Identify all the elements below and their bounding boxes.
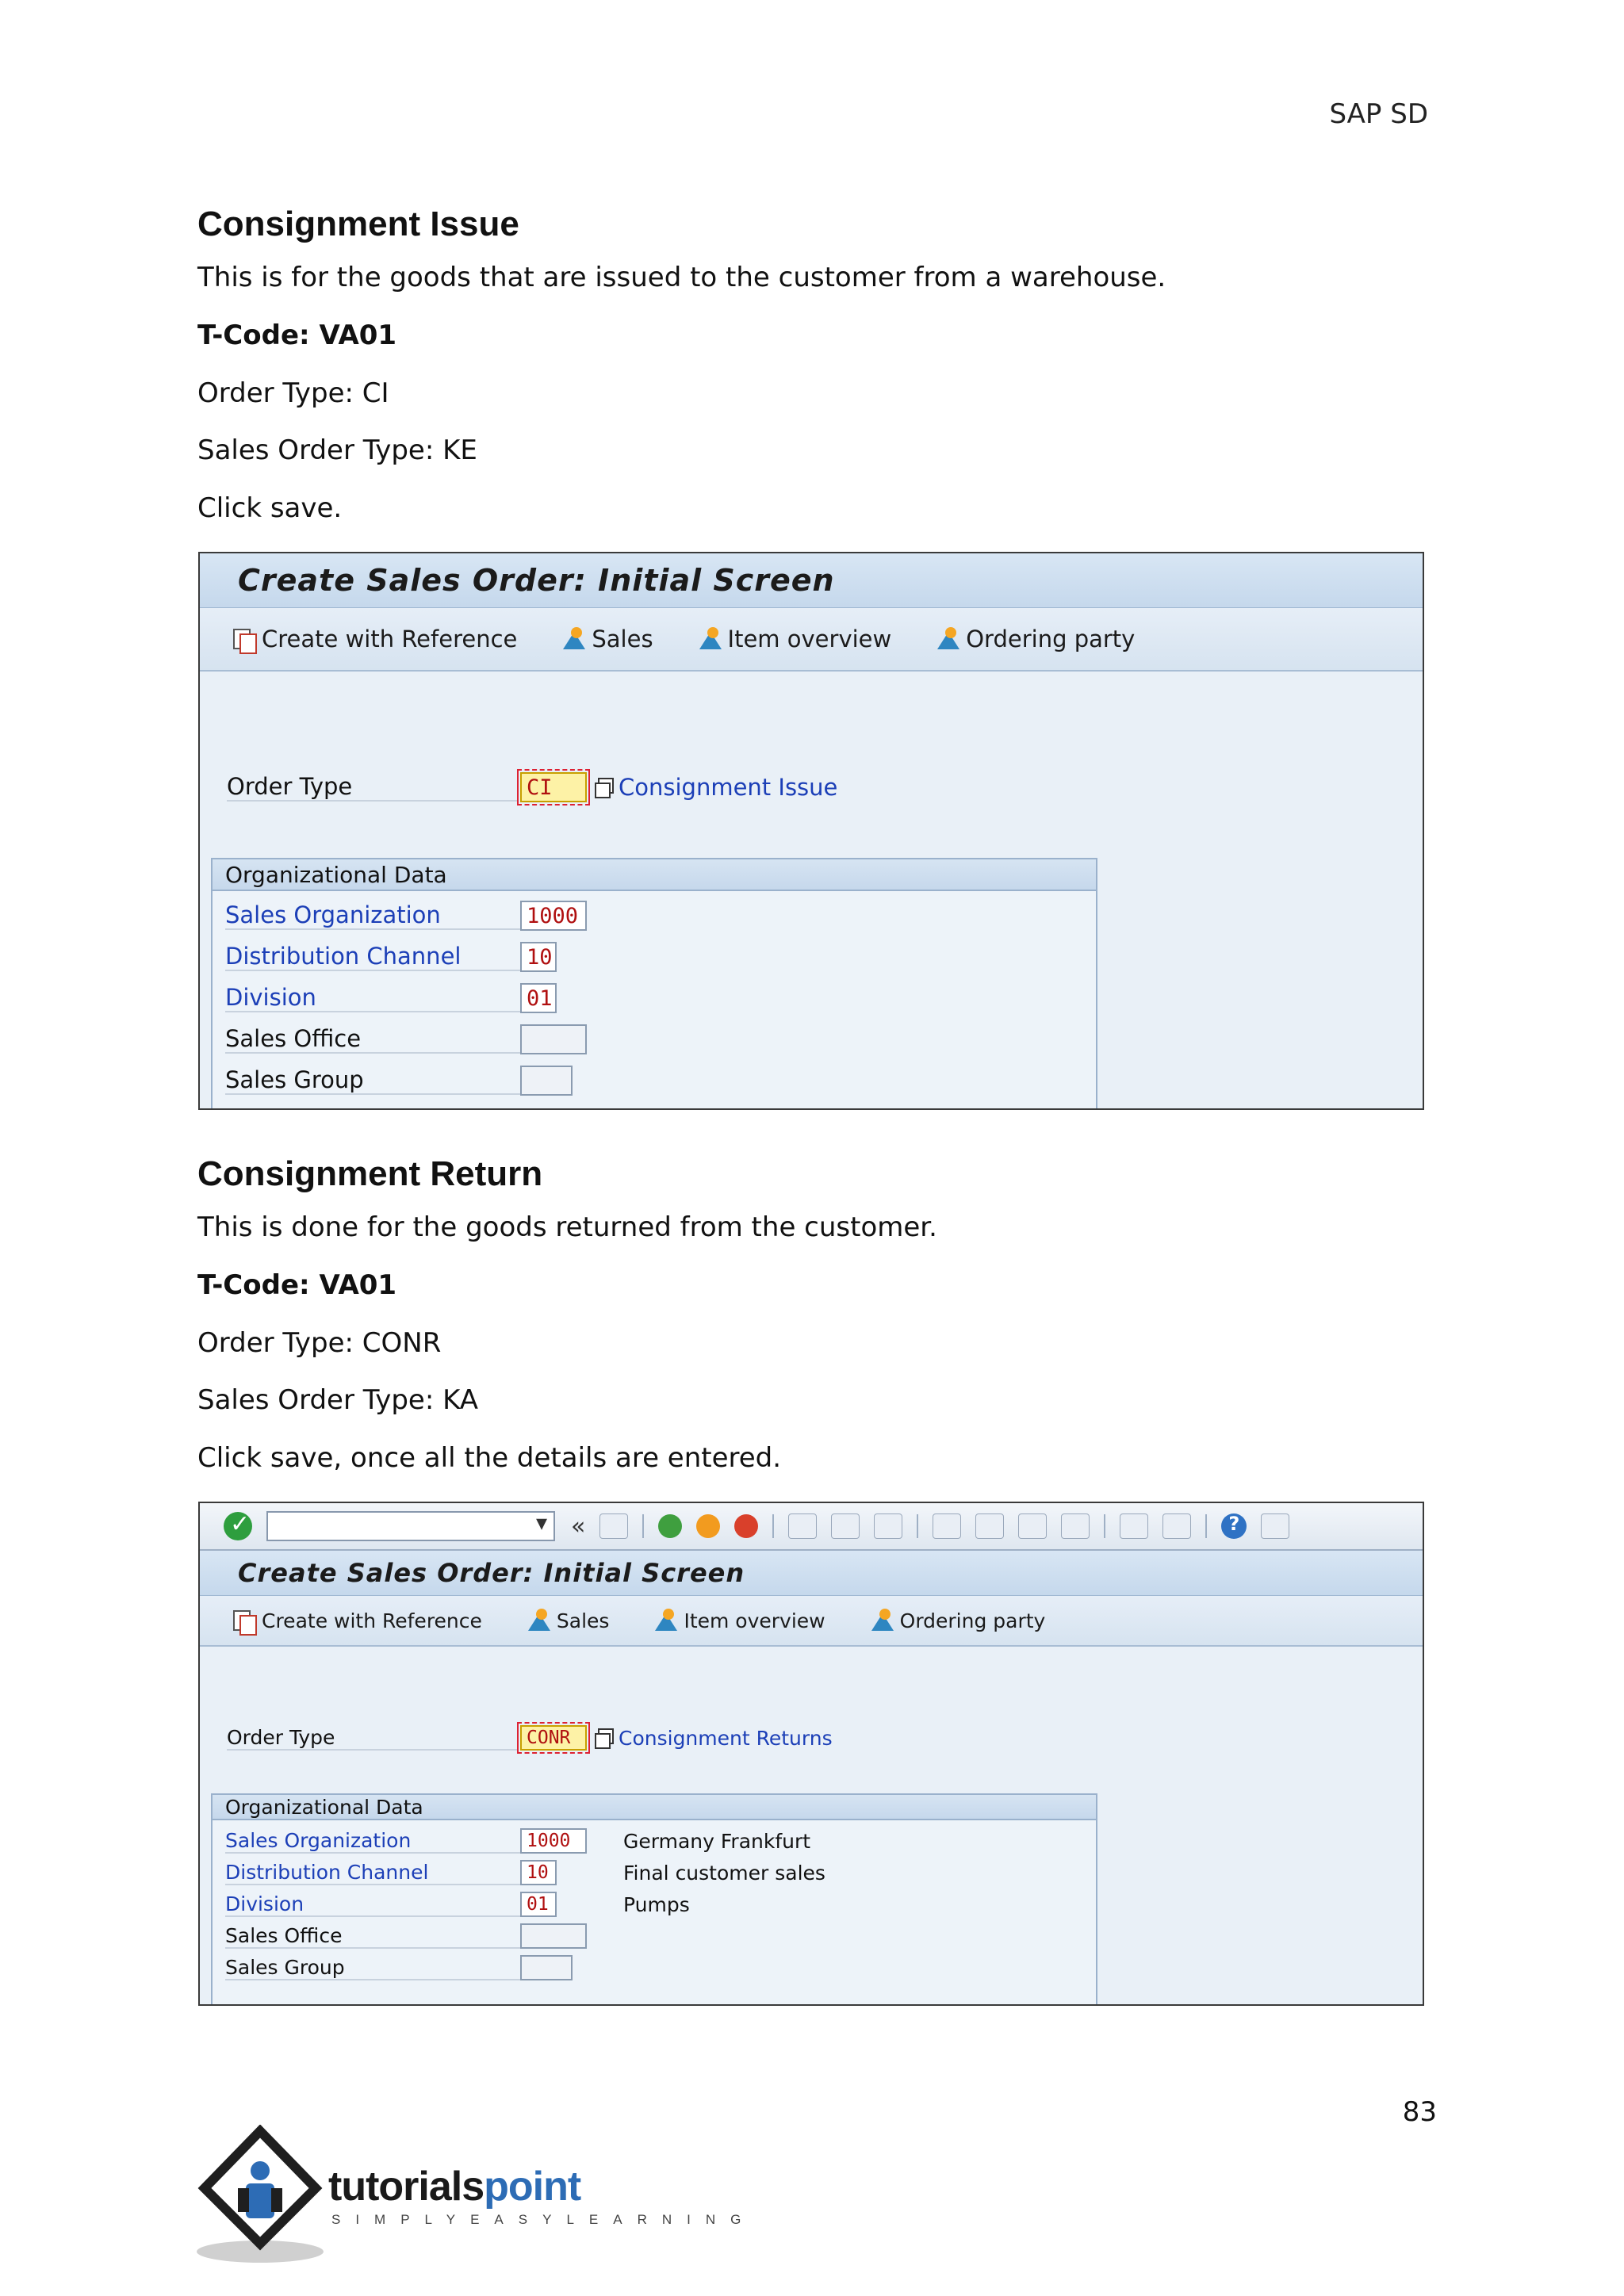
mountain-icon: [870, 1609, 897, 1632]
sales-organization-desc: Germany Frankfurt: [623, 1829, 811, 1853]
logo-main-text: tutorials: [328, 2164, 485, 2210]
find-next-icon[interactable]: [874, 1513, 902, 1539]
cancel-icon[interactable]: [734, 1514, 758, 1538]
order-type-input[interactable]: CONR: [520, 1725, 587, 1751]
sales-button[interactable]: [561, 626, 653, 652]
screen1-appbar: [200, 608, 1423, 672]
distribution-channel-desc: Final customer sales: [623, 1861, 825, 1885]
division-input[interactable]: 01: [520, 1892, 557, 1917]
field-row-distribution-channel: [225, 1860, 825, 1885]
toolbar-separator: [642, 1514, 644, 1538]
exit-icon[interactable]: [696, 1514, 720, 1538]
division-label[interactable]: Division: [225, 1892, 520, 1917]
last-page-icon[interactable]: [1061, 1513, 1090, 1539]
division-label[interactable]: Division: [225, 984, 520, 1012]
sales-organization-input[interactable]: 1000: [520, 1828, 587, 1854]
mountain-icon: [936, 627, 963, 651]
ordering-party-label: Ordering party: [966, 626, 1136, 652]
sales-label: Sales: [556, 1609, 610, 1632]
organizational-data-title: Organizational Data: [213, 859, 1096, 891]
copy-icon[interactable]: [593, 1727, 615, 1749]
order-type-required-frame: [517, 769, 590, 806]
document-copy-icon: [232, 1609, 259, 1632]
section2-desc: This is done for the goods returned from the customer.: [197, 1211, 937, 1243]
order-type-description: Consignment Returns: [619, 1726, 833, 1750]
section1-desc: This is for the goods that are issued to the customer from a warehouse.: [197, 262, 1166, 293]
section1-sales-order-type: Sales Order Type: KE: [197, 434, 477, 466]
sales-label: Sales: [592, 626, 653, 652]
ordering-party-button[interactable]: [936, 626, 1135, 652]
logo-wordmark: [328, 2163, 580, 2210]
previous-page-icon[interactable]: [975, 1513, 1004, 1539]
field-row-division: [225, 983, 557, 1013]
section1-tcode: T-Code: VA01: [197, 320, 397, 351]
field-row-sales-organization: [225, 901, 587, 931]
screen2-title: Create Sales Order: Initial Screen: [200, 1551, 1423, 1596]
mountain-icon: [527, 1609, 553, 1632]
print-icon[interactable]: [788, 1513, 817, 1539]
item-overview-button[interactable]: [653, 1609, 825, 1632]
order-type-row: [227, 1722, 833, 1754]
back-icon[interactable]: [658, 1514, 682, 1538]
distribution-channel-input[interactable]: 10: [520, 1860, 557, 1885]
field-row-sales-group: [225, 1066, 573, 1096]
section1-heading: Consignment Issue: [197, 205, 519, 243]
distribution-channel-input[interactable]: 10: [520, 942, 557, 972]
division-desc: Pumps: [623, 1892, 690, 1916]
distribution-channel-label[interactable]: Distribution Channel: [225, 1861, 520, 1885]
division-input[interactable]: 01: [520, 983, 557, 1013]
mountain-icon: [653, 1609, 680, 1632]
order-type-label: Order Type: [227, 1726, 517, 1751]
order-type-label: Order Type: [227, 773, 517, 802]
field-row-division: [225, 1892, 690, 1917]
item-overview-button[interactable]: [698, 626, 892, 652]
sales-office-input[interactable]: [520, 1923, 587, 1949]
field-row-sales-office: [225, 1024, 587, 1054]
sales-button[interactable]: [527, 1609, 610, 1632]
create-with-reference-label: Create with Reference: [262, 626, 518, 652]
new-session-icon[interactable]: [1120, 1513, 1148, 1539]
field-row-distribution-channel: [225, 942, 557, 972]
mountain-icon: [561, 627, 588, 651]
distribution-channel-label[interactable]: Distribution Channel: [225, 943, 520, 971]
field-row-sales-group: [225, 1955, 573, 1980]
section2-order-type: Order Type: CONR: [197, 1327, 442, 1359]
organizational-data-title: Organizational Data: [213, 1795, 1096, 1820]
sales-office-label: Sales Office: [225, 1924, 520, 1949]
ordering-party-label: Ordering party: [899, 1609, 1046, 1632]
screen1-title: Create Sales Order: Initial Screen: [200, 553, 1423, 608]
toolbar-separator: [1104, 1514, 1105, 1538]
next-page-icon[interactable]: [1018, 1513, 1047, 1539]
document-copy-icon: [232, 627, 259, 651]
section2-heading: Consignment Return: [197, 1154, 543, 1193]
sap-screen-2: [198, 1502, 1424, 2006]
organizational-data-group: [211, 1793, 1097, 2006]
item-overview-label: Item overview: [684, 1609, 825, 1632]
section1-instruction: Click save.: [197, 492, 343, 524]
order-type-required-frame: [517, 1722, 590, 1754]
shortcut-icon[interactable]: [1162, 1513, 1191, 1539]
header-label: SAP SD: [1329, 98, 1428, 130]
enter-check-icon[interactable]: [224, 1512, 252, 1540]
organizational-data-group: [211, 858, 1097, 1110]
sales-office-input[interactable]: [520, 1024, 587, 1054]
sales-organization-input[interactable]: 1000: [520, 901, 587, 931]
find-icon[interactable]: [831, 1513, 860, 1539]
sales-office-label: Sales Office: [225, 1025, 520, 1054]
tutorialspoint-logo: [197, 2125, 756, 2267]
first-page-icon[interactable]: [933, 1513, 961, 1539]
help-icon[interactable]: [1221, 1513, 1247, 1539]
create-with-reference-button[interactable]: [232, 626, 517, 652]
command-field[interactable]: [266, 1511, 555, 1541]
item-overview-label: Item overview: [727, 626, 892, 652]
create-with-reference-label: Create with Reference: [262, 1609, 482, 1632]
toolbar-separator: [1205, 1514, 1207, 1538]
screen2-appbar: [200, 1596, 1423, 1647]
layout-icon[interactable]: [1261, 1513, 1289, 1539]
save-icon[interactable]: [599, 1513, 628, 1539]
section2-instruction: Click save, once all the details are entered.: [197, 1442, 782, 1474]
system-toolbar: [200, 1503, 1423, 1551]
toolbar-separator: [772, 1514, 774, 1538]
sales-group-input[interactable]: [520, 1955, 573, 1980]
logo-diamond-icon: [197, 2125, 331, 2267]
page-number: 83: [1402, 2096, 1437, 2128]
section2-sales-order-type: Sales Order Type: KA: [197, 1384, 479, 1416]
sales-organization-label[interactable]: Sales Organization: [225, 901, 520, 930]
ordering-party-button[interactable]: [870, 1609, 1046, 1632]
section2-tcode: T-Code: VA01: [197, 1269, 397, 1301]
order-type-description: Consignment Issue: [619, 774, 838, 801]
logo-tagline: SIMPLYEASYLEARNING: [331, 2212, 756, 2227]
collapse-icon[interactable]: «: [571, 1512, 586, 1540]
order-type-row: [227, 769, 837, 806]
toolbar-separator: [917, 1514, 918, 1538]
sap-screen-1: [198, 552, 1424, 1110]
logo-accent-text: point: [484, 2164, 581, 2210]
sales-group-label: Sales Group: [225, 1066, 520, 1095]
sales-group-input[interactable]: [520, 1066, 573, 1096]
order-type-input[interactable]: CI: [520, 772, 587, 802]
sales-organization-label[interactable]: Sales Organization: [225, 1829, 520, 1854]
sales-group-label: Sales Group: [225, 1956, 520, 1980]
field-row-sales-organization: [225, 1828, 810, 1854]
copy-icon[interactable]: [593, 776, 615, 798]
create-with-reference-button[interactable]: [232, 1609, 482, 1632]
section1-order-type: Order Type: CI: [197, 377, 389, 409]
mountain-icon: [698, 627, 725, 651]
field-row-sales-office: [225, 1923, 587, 1949]
